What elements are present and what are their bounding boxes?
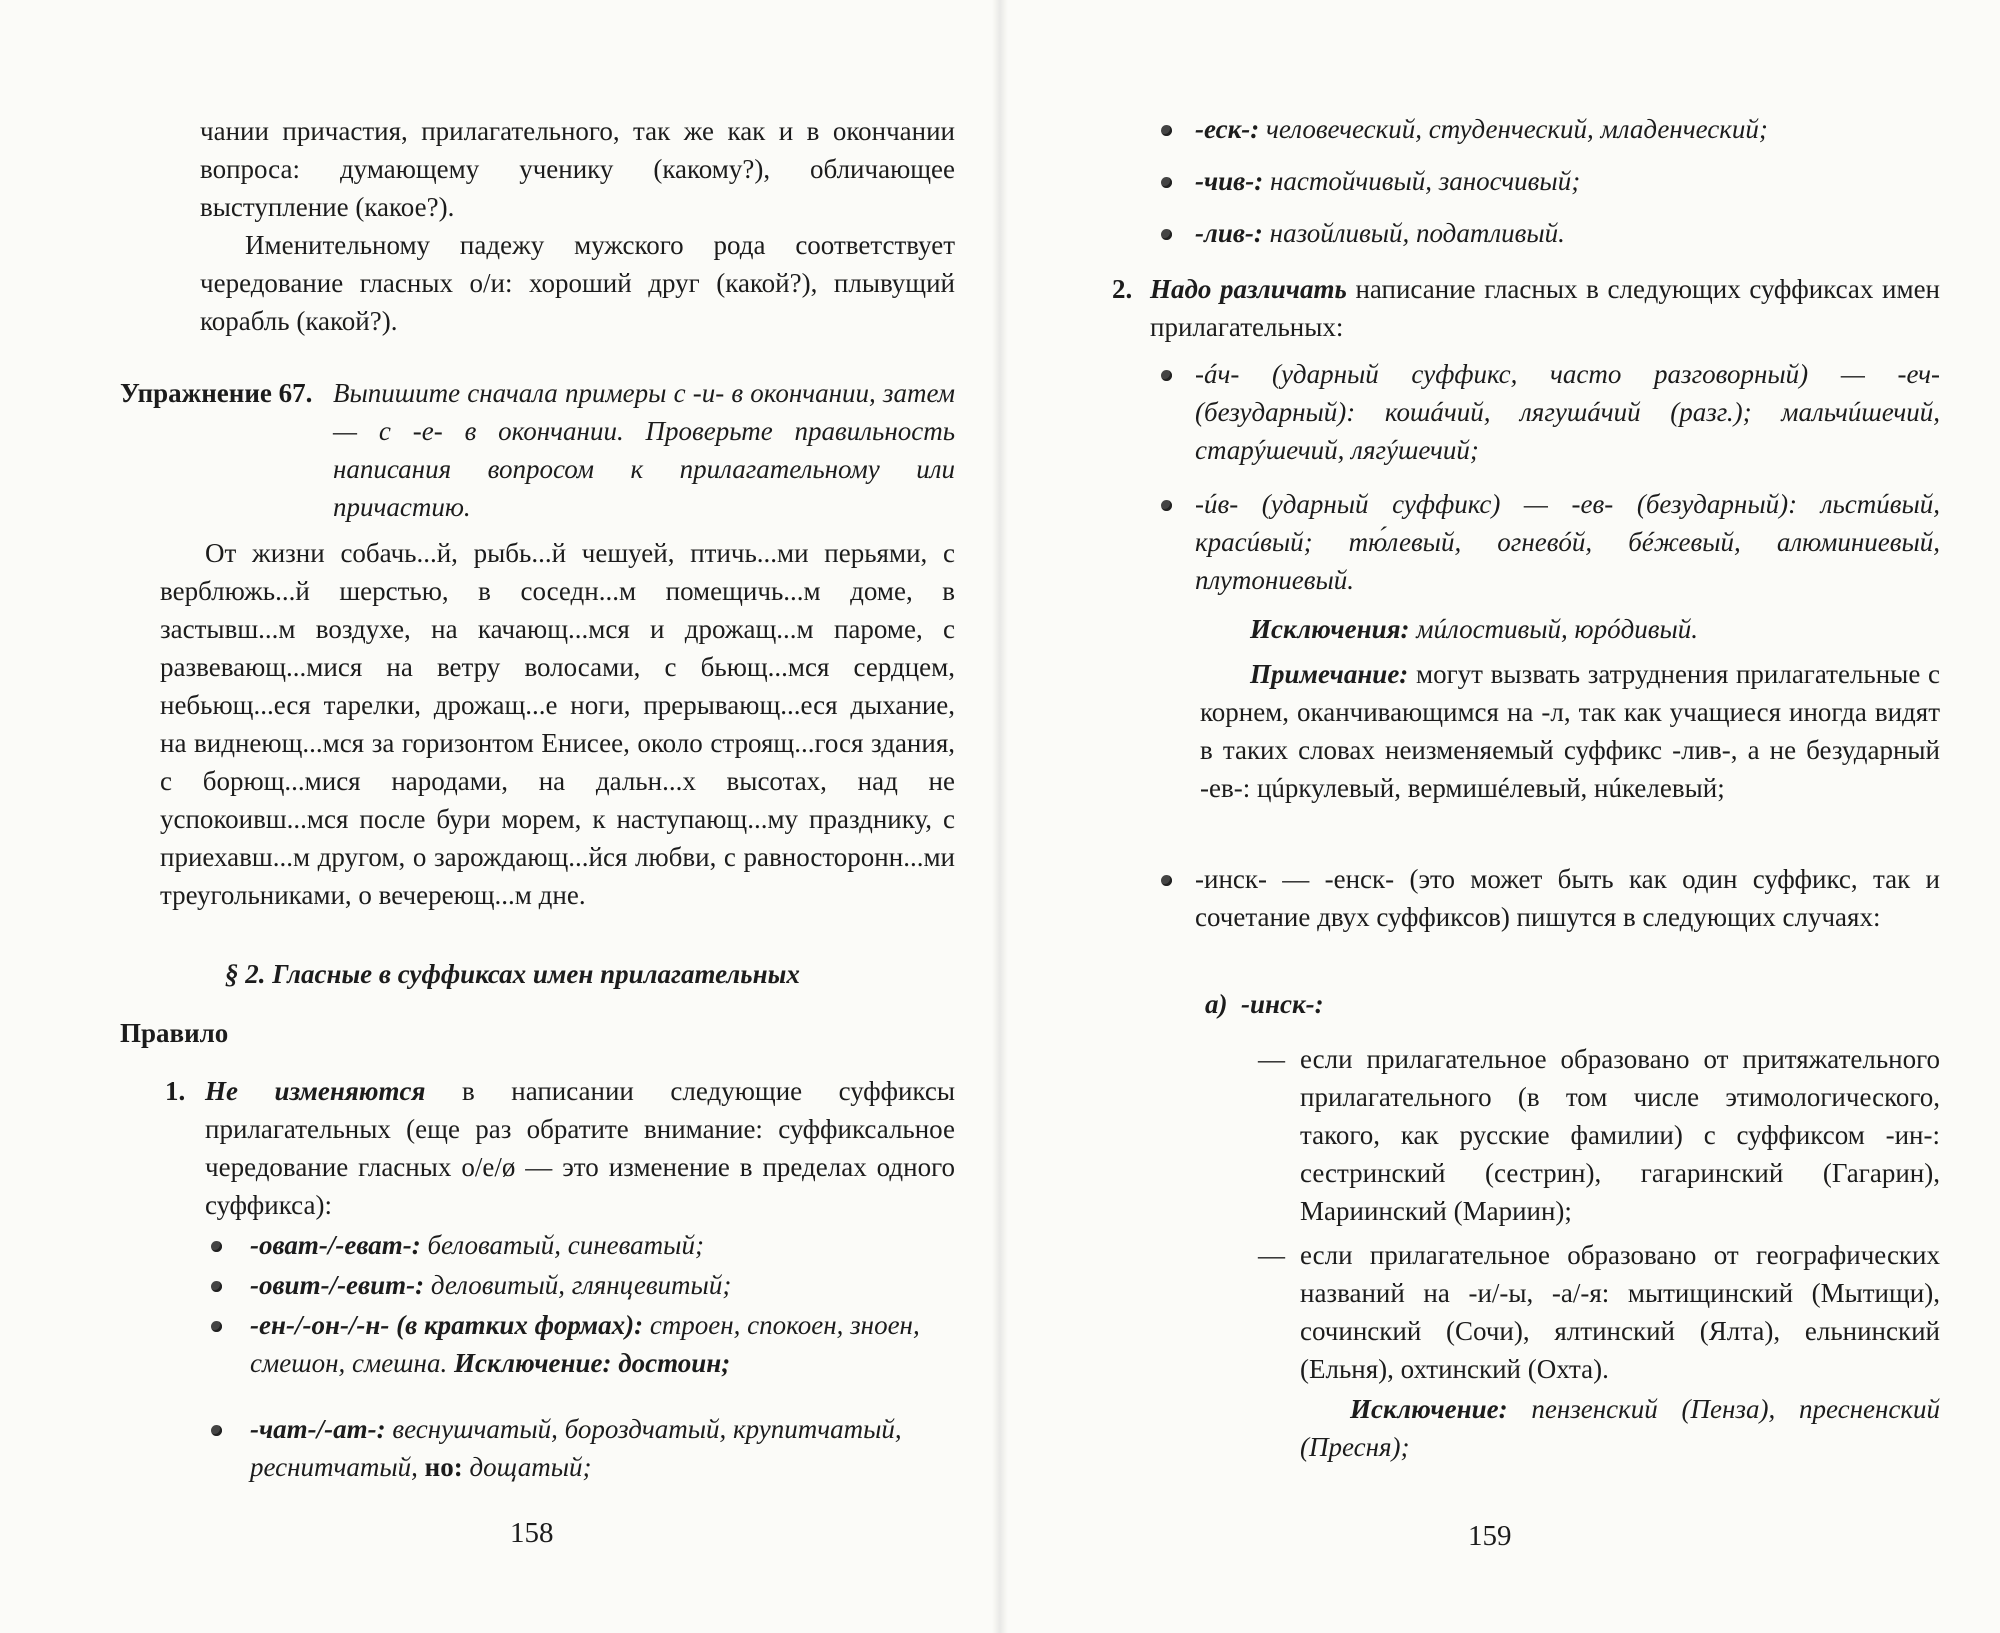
bullet-icon [1161, 229, 1172, 240]
intro-paragraph-2: Именительному падежу мужского рода соответствует чередование гласных о/и: хороший друг (какой?), плывущий корабль (какой?). [200, 230, 955, 336]
page-number-left: 158 [510, 1517, 554, 1549]
exercise-label: Упражнение 67. [120, 378, 313, 408]
item-1-text: Не изменяются в написании следующие суффиксы прилагательных (еще раз обратите внимание: суффиксальное чередование гласных о/е/ø — это изменение в пределах одного суффикса): [205, 1076, 955, 1220]
exercise-task: Выпишите сначала примеры с -и- в окончании, затем — с -е- в окончании. Проверьте правильность написания вопросом к прилагательному или причастию. [333, 378, 955, 522]
bullet-icon [211, 1321, 222, 1332]
suffix-item: -чив-: настойчивый, заносчивый; [1195, 166, 1581, 196]
suffix-item: -ен-/-он-/-н- (в кратких формах): строен, спокоен, зноен, смешон, смешна. Исключение: достоин; [250, 1310, 920, 1378]
bullet-icon [1161, 500, 1172, 511]
suffix-item: -лив-: назойливый, податливый. [1195, 218, 1565, 248]
exceptions-2: Исключение: пензенский (Пенза), пресненский (Пресня); [1300, 1394, 1940, 1462]
insk-item: -инск- — -енск- (это может быть как один суффикс, так и сочетание двух суффиксов) пишутся в следующих случаях: [1195, 864, 1940, 932]
item-1-number: 1. [165, 1076, 186, 1106]
rule-label: Правило [120, 1018, 229, 1048]
bullet-icon [1161, 125, 1172, 136]
intro-paragraph-1: чании причастия, прилагательного, так же как и в окончании вопроса: думающему ученику (какому?), обличающее выступление (какое?). [200, 116, 955, 222]
bullet-icon [1161, 177, 1172, 188]
suffix-item: -оват-/-еват-: беловатый, синеватый; [250, 1230, 704, 1260]
dash-item: если прилагательное образовано от притяжательного прилагательного (в том числе этимологического, такого, как русские фамилии) с суффиксом -ин-: сестринский (сестрин), гагаринский (Гагарин), Мариинский (Мариин); [1300, 1044, 1940, 1226]
bullet-icon [1161, 875, 1172, 886]
dash-marker: — [1258, 1044, 1285, 1074]
suffix-item: -овит-/-евит-: деловитый, глянцевитый; [250, 1270, 732, 1300]
bullet-icon [1161, 370, 1172, 381]
sub-item: -úв- (ударный суффикс) — -ев- (безударный): льстúвый, красúвый; тю́левый, огневóй, бéжевый, алюминиевый, плутониевый. [1195, 489, 1940, 595]
sub-item: -áч- (ударный суффикс, часто разговорный) — -еч- (безударный): кошáчий, лягушáчий (разг.); мальчúшечий, старýшечий, лягýшечий; [1195, 359, 1940, 465]
item-2-text: Надо различать написание гласных в следующих суффиксах имен прилагательных: [1150, 274, 1940, 342]
bullet-icon [211, 1241, 222, 1252]
bullet-icon [211, 1425, 222, 1436]
item-2-number: 2. [1112, 274, 1133, 304]
exercise-text: От жизни собачь...й, рыбь...й чешуей, птичь...ми перьями, с верблюжь...й шерстью, в соседн...м помещичь...м доме, в застывш...м воздухе, на качающ...мся и дрожащ...м пароме, с развевающ...мися на ветру волосами, с бьющ...мся сердцем, небьющ...еся тарелки, дрожащ...е ноги, прерывающ...еся дыхание, на виднеющ...мся за горизонтом Енисее, около строящ...гося здания, с борющ...мися народами, на дальн...х высотах, над не успокоивш...мся после бури морем, к наступающ...му празднику, с приехавш...м другом, о зарождающ...йся любви, с равносторонн...ми треугольниками, о вечереющ...м дне. [160, 538, 955, 910]
dash-item: если прилагательное образовано от географических названий на -и/-ы, -а/-я: мытищинский (Мытищи), сочинский (Сочи), ялтинский (Ялта), ельнинский (Ельня), охтинский (Охта). [1300, 1240, 1940, 1384]
page-number-right: 159 [1468, 1520, 1512, 1552]
right-page [1000, 0, 2000, 1633]
exceptions-1: Исключения: мúлостивый, юрóдивый. [1250, 614, 1699, 644]
bullet-icon [211, 1281, 222, 1292]
section-title: § 2. Гласные в суффиксах имен прилагательных [225, 959, 800, 989]
suffix-item: -чат-/-ат-: веснушчатый, бороздчатый, крупитчатый, реснитчатый, но: дощатый; [250, 1414, 902, 1482]
note-paragraph: Примечание: могут вызвать затруднения прилагательные с корнем, оканчивающимся на -л, так как учащиеся иногда видят в таких словах неизменяемый суффикс -лив-, а не безударный -ев-: цúркулевый, вермишéлевый, нúкелевый; [1200, 659, 1940, 803]
dash-marker: — [1258, 1240, 1285, 1270]
suffix-item: -еск-: человеческий, студенческий, младенческий; [1195, 114, 1768, 144]
sub-a-heading: а) -инск-: [1205, 989, 1324, 1019]
